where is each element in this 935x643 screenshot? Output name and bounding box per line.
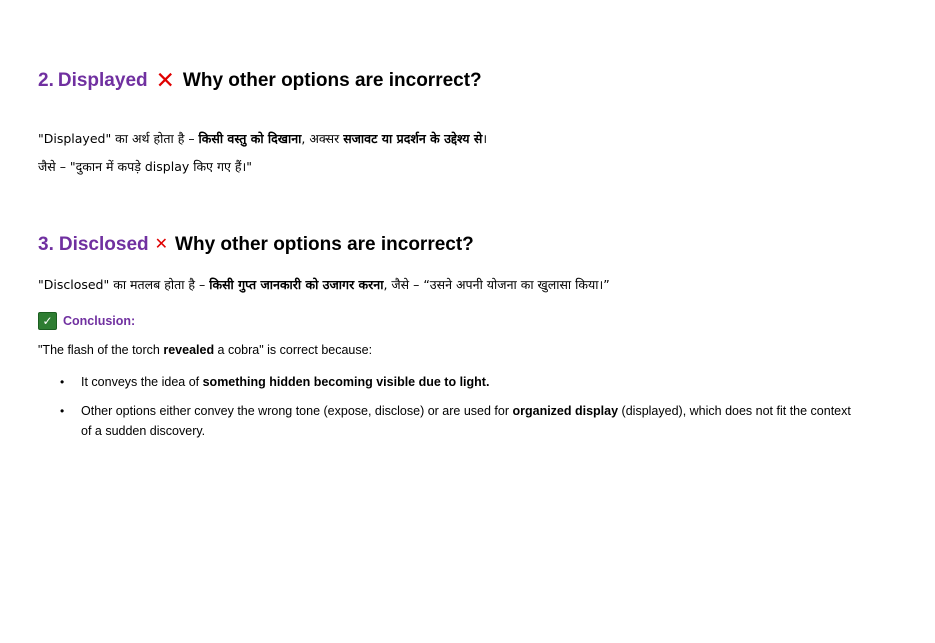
- disclosed-meaning-bold: किसी गुप्त जानकारी को उजागर करना: [209, 277, 384, 292]
- disclosed-meaning: [38, 279, 610, 292]
- cross-mark-icon: ✕: [154, 235, 169, 253]
- disclosed-meaning-text: "Disclosed" का मतलब होता है –: [38, 277, 210, 292]
- conclusion-intro-text: "The flash of the torch: [38, 343, 164, 357]
- list-item: [38, 401, 858, 441]
- displayed-meaning-text: "Displayed" का अर्थ होता है –: [38, 131, 199, 146]
- bullet-bold: something hidden becoming visible due to light.: [202, 375, 490, 389]
- section-number: 2.: [38, 70, 54, 91]
- conclusion-label: Conclusion:: [63, 314, 136, 328]
- conclusion-intro: [38, 344, 372, 357]
- displayed-meaning: [38, 133, 487, 146]
- cross-mark-icon: ✕: [155, 67, 175, 93]
- bullet-icon: •: [60, 404, 65, 418]
- conclusion-heading: [38, 312, 135, 330]
- disclosed-meaning-text: , जैसे – “उसने अपनी योजना का खुलासा किया।”: [383, 277, 610, 292]
- conclusion-intro-text: a cobra" is correct because:: [214, 343, 373, 357]
- section-heading-disclosed: [38, 235, 474, 254]
- bullet-text: It conveys the idea of: [81, 375, 203, 389]
- section-heading-text: Why other options are incorrect?: [175, 234, 474, 255]
- section-heading-displayed: [38, 69, 482, 92]
- section-word: Disclosed: [58, 234, 149, 255]
- check-mark-icon: ✓: [38, 312, 57, 330]
- section-number: 3.: [38, 234, 54, 255]
- displayed-meaning-bold: सजावट या प्रदर्शन के उद्देश्य से: [343, 131, 483, 146]
- conclusion-bullet-list: [38, 372, 858, 450]
- bullet-bold: organized display: [512, 404, 619, 418]
- bullet-text: (displayed), which does not fit the context of a sudden discovery.: [81, 404, 851, 438]
- list-item: [38, 372, 858, 392]
- displayed-example: जैसे – "दुकान में कपड़े display किए गए हैं।": [38, 159, 252, 174]
- bullet-text: Other options either convey the wrong tone (expose, disclose) or are used for: [81, 404, 513, 418]
- conclusion-intro-bold: revealed: [163, 343, 215, 357]
- displayed-meaning-text: ।: [482, 131, 488, 146]
- section-word: Displayed: [57, 70, 148, 91]
- section-heading-text: Why other options are incorrect?: [182, 70, 482, 91]
- displayed-meaning-text: , अक्सर: [301, 131, 344, 146]
- bullet-icon: •: [60, 375, 65, 389]
- displayed-meaning-bold: किसी वस्तु को दिखाना: [198, 131, 302, 146]
